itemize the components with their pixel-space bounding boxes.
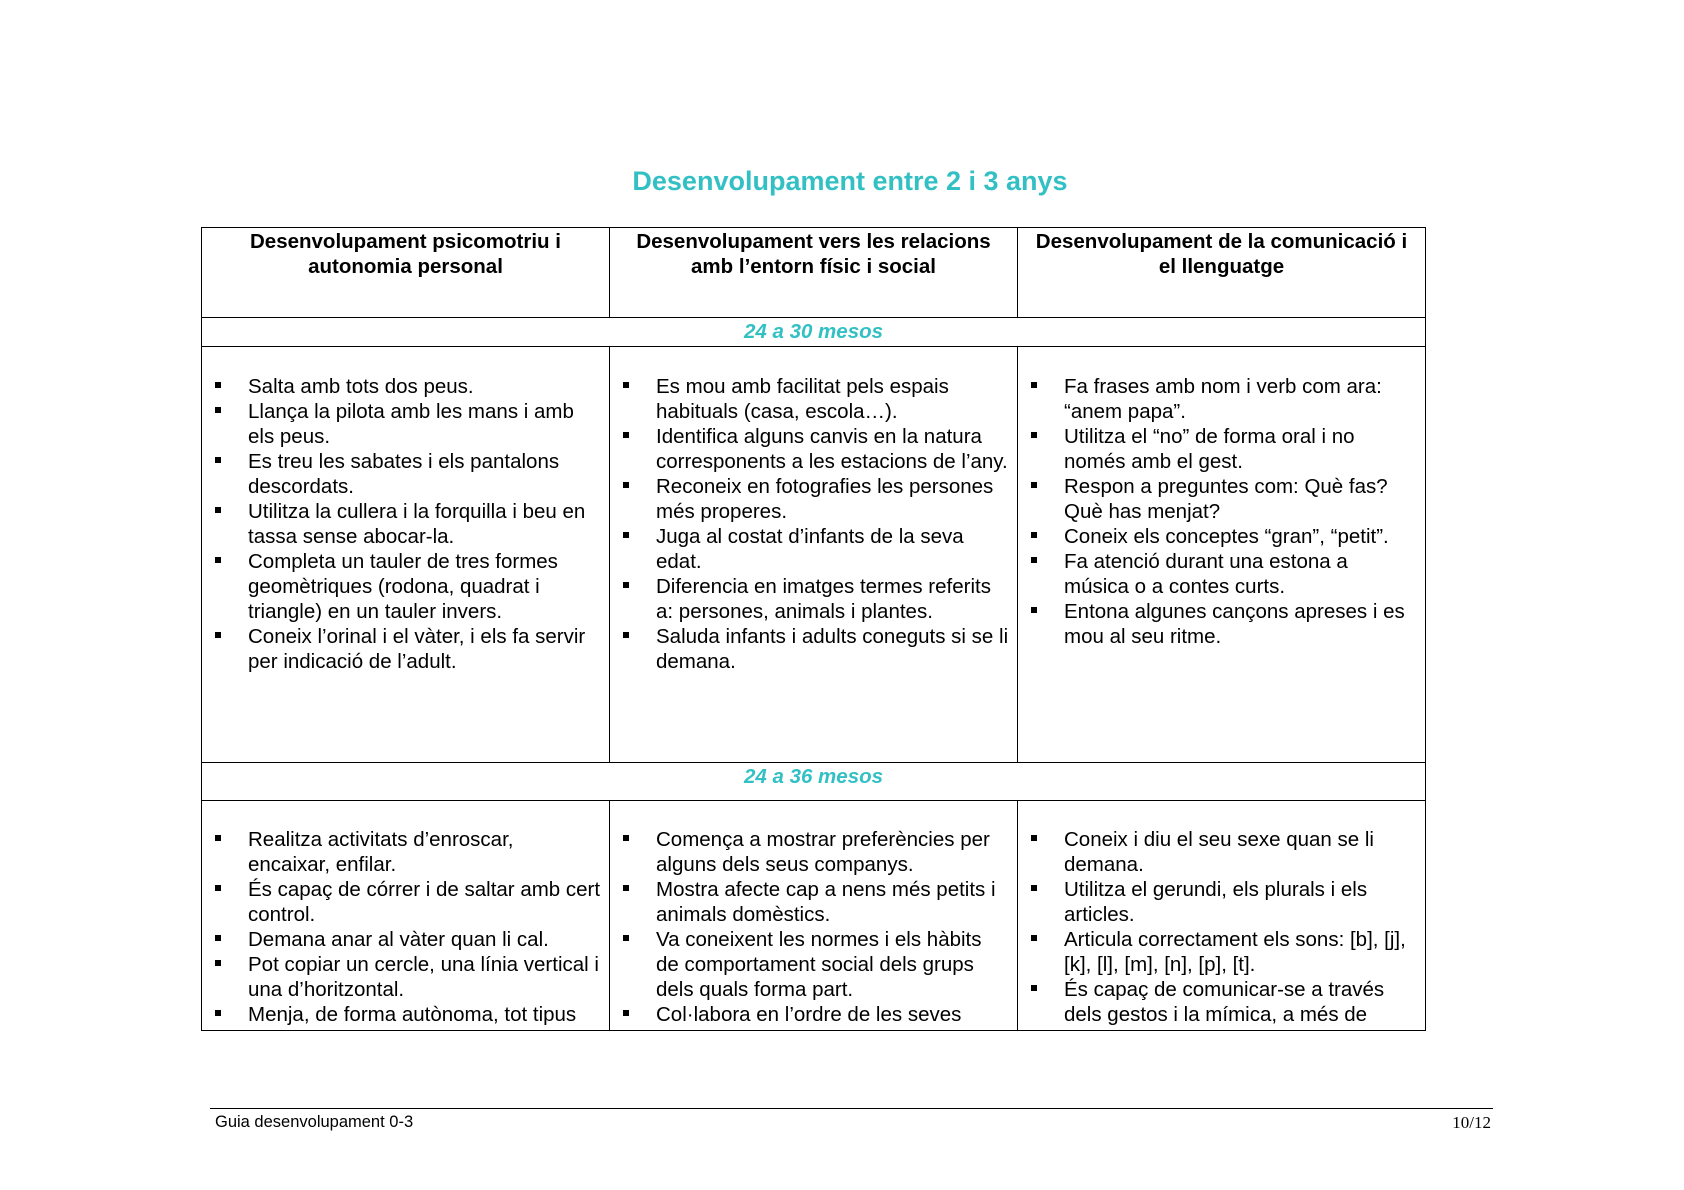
section-label: 24 a 36 mesos	[202, 763, 1426, 801]
list-item: Fa atenció durant una estona a música o a contes curts.	[1018, 549, 1425, 599]
column-header-comunicacio	[1018, 228, 1426, 318]
section-band-row	[202, 318, 1426, 347]
list-item: Saluda infants i adults coneguts si se li demana.	[610, 624, 1017, 674]
list-item: Articula correctament els sons: [b], [j], [k], [l], [m], [n], [p], [t].	[1018, 927, 1425, 977]
column-header-relacions	[610, 228, 1018, 318]
development-table	[201, 227, 1426, 1031]
item-list	[202, 347, 609, 674]
cell-relacions	[610, 801, 1018, 1031]
header-row	[202, 228, 1426, 318]
cell-clip	[202, 801, 609, 1030]
item-list	[610, 801, 1017, 1027]
list-item: Realitza activitats d’enroscar, encaixar, enfilar.	[202, 827, 609, 877]
column-header-label: Desenvolupament psicomotriu i autonomia personal	[250, 230, 561, 278]
cell-psicomotriu	[202, 801, 610, 1031]
list-item: Coneix i diu el seu sexe quan se li demana.	[1018, 827, 1425, 877]
column-header-label: Desenvolupament vers les relacions amb l’entorn físic i social	[636, 230, 991, 278]
column-header-label: Desenvolupament de la comunicació i el llenguatge	[1035, 230, 1408, 278]
list-item: Va coneixent les normes i els hàbits de comportament social dels grups dels quals forma part.	[610, 927, 1017, 1002]
page-number: 10/12	[1452, 1113, 1491, 1132]
column-header-psicomotriu	[202, 228, 610, 318]
item-list	[610, 347, 1017, 674]
cell-clip	[610, 801, 1017, 1030]
list-item: Completa un tauler de tres formes geomètriques (rodona, quadrat i triangle) en un tauler invers.	[202, 549, 609, 624]
list-item: Coneix l’orinal i el vàter, i els fa servir per indicació de l’adult.	[202, 624, 609, 674]
list-item: Entona algunes cançons apreses i es mou al seu ritme.	[1018, 599, 1425, 649]
list-item: Juga al costat d’infants de la seva edat.	[610, 524, 1017, 574]
list-item: Es mou amb facilitat pels espais habituals (casa, escola…).	[610, 374, 1017, 424]
footer-divider	[210, 1108, 1493, 1109]
list-item: És capaç de córrer i de saltar amb cert control.	[202, 877, 609, 927]
list-item: Es treu les sabates i els pantalons descordats.	[202, 449, 609, 499]
item-list	[1018, 347, 1425, 649]
list-item: Demana anar al vàter quan li cal.	[202, 927, 609, 952]
item-list	[202, 801, 609, 1027]
list-item: Respon a preguntes com: Què fas? Què has menjat?	[1018, 474, 1425, 524]
list-item: Comença a mostrar preferències per alguns dels seus companys.	[610, 827, 1017, 877]
section-content-row	[202, 347, 1426, 763]
list-item: Utilitza el gerundi, els plurals i els articles.	[1018, 877, 1425, 927]
list-item: Utilitza el “no” de forma oral i no només amb el gest.	[1018, 424, 1425, 474]
list-item: Mostra afecte cap a nens més petits i animals domèstics.	[610, 877, 1017, 927]
cell-comunicacio	[1018, 801, 1426, 1031]
list-item: Salta amb tots dos peus.	[202, 374, 609, 399]
item-list	[1018, 801, 1425, 1027]
page-title: Desenvolupament entre 2 i 3 anys	[632, 166, 1068, 196]
cell-relacions	[610, 347, 1018, 763]
footer-document-name: Guia desenvolupament 0-3	[215, 1113, 414, 1131]
list-item: Reconeix en fotografies les persones més properes.	[610, 474, 1017, 524]
list-item: Col·labora en l’ordre de les seves	[610, 1002, 1017, 1027]
list-item: Utilitza la cullera i la forquilla i beu en tassa sense abocar-la.	[202, 499, 609, 549]
cell-comunicacio	[1018, 347, 1426, 763]
list-item: Pot copiar un cercle, una línia vertical i una d’horitzontal.	[202, 952, 609, 1002]
list-item: Coneix els conceptes “gran”, “petit”.	[1018, 524, 1425, 549]
list-item: És capaç de comunicar-se a través dels gestos i la mímica, a més de	[1018, 977, 1425, 1027]
section-band-row	[202, 763, 1426, 801]
cell-clip	[1018, 801, 1425, 1030]
list-item: Menja, de forma autònoma, tot tipus	[202, 1002, 609, 1027]
list-item: Diferencia en imatges termes referits a: persones, animals i plantes.	[610, 574, 1017, 624]
list-item: Fa frases amb nom i verb com ara: “anem papa”.	[1018, 374, 1425, 424]
section-label: 24 a 30 mesos	[202, 318, 1426, 347]
list-item: Llança la pilota amb les mans i amb els peus.	[202, 399, 609, 449]
list-item: Identifica alguns canvis en la natura corresponents a les estacions de l’any.	[610, 424, 1017, 474]
cell-psicomotriu	[202, 347, 610, 763]
section-content-row	[202, 801, 1426, 1031]
